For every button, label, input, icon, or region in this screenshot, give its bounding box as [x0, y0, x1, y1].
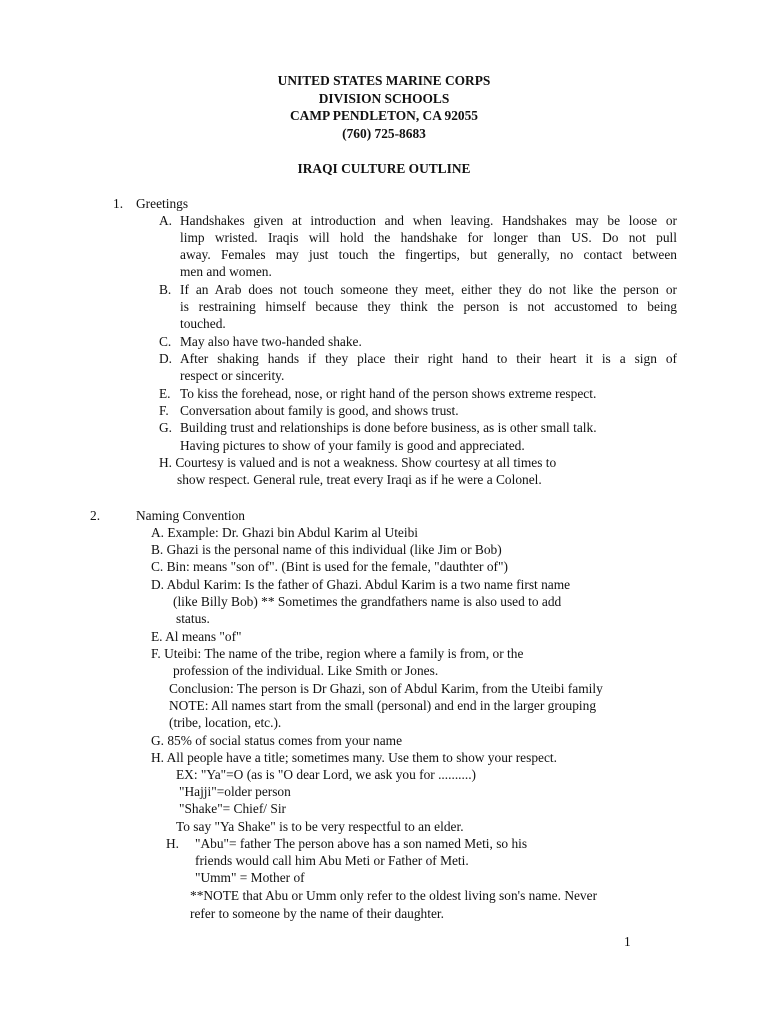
paragraph-line: After shaking hands if they place their right hand to their heart it is a sign of: [180, 351, 677, 366]
list-item: "Abu"= father The person above has a son named Meti, so his: [195, 836, 528, 851]
paragraph-line: respect or sincerity.: [180, 368, 285, 383]
item-marker: C.: [159, 334, 172, 349]
paragraph-line: touched.: [180, 316, 226, 331]
list-item: A. Example: Dr. Ghazi bin Abdul Karim al Uteibi: [151, 525, 419, 540]
list-item: G. 85% of social status comes from your name: [151, 733, 403, 748]
header-line-division: DIVISION SCHOOLS: [318, 90, 450, 106]
item-marker: H.: [166, 836, 180, 851]
header-line-location: CAMP PENDLETON, CA 92055: [290, 108, 478, 123]
paragraph-line: Having pictures to show of your family is good and appreciated.: [180, 438, 525, 453]
list-item-continuation: status.: [176, 611, 210, 626]
paragraph-line: show respect. General rule, treat every Iraqi as if he were a Colonel.: [177, 472, 542, 487]
paragraph-line: If an Arab does not touch someone they meet, either they do not like the person or: [180, 282, 677, 297]
list-item: F. Uteibi: The name of the tribe, region where a family is from, or the: [151, 646, 524, 661]
note-line: (tribe, location, etc.).: [169, 715, 282, 730]
document-title: IRAQI CULTURE OUTLINE: [297, 161, 471, 176]
item-marker: A.: [159, 213, 173, 228]
section-title: Greetings: [136, 196, 189, 211]
section-number: 2.: [90, 508, 101, 523]
letterhead: [0, 72, 768, 142]
page-number: 1: [624, 934, 631, 949]
example-line: To say "Ya Shake" is to be very respectful to an elder.: [176, 819, 464, 834]
list-item-continuation: friends would call him Abu Meti or Father of Meti.: [195, 853, 469, 868]
list-item-continuation: (like Billy Bob) ** Sometimes the grandfathers name is also used to add: [173, 594, 562, 609]
item-marker: F.: [159, 403, 169, 418]
example-line: EX: "Ya"=O (as is "O dear Lord, we ask you for ..........): [176, 767, 477, 782]
paragraph-line: Handshakes given at introduction and when leaving. Handshakes may be loose or: [180, 213, 677, 228]
list-item: D. Abdul Karim: Is the father of Ghazi. Abdul Karim is a two name first name: [151, 577, 571, 592]
item-marker: D.: [159, 351, 173, 366]
example-line: "Hajji"=older person: [179, 784, 291, 799]
section-title: Naming Convention: [136, 508, 245, 523]
note-line: NOTE: All names start from the small (personal) and end in the larger grouping: [169, 698, 597, 713]
paragraph-line: is restraining himself because they think the person is not accustomed to being: [180, 299, 677, 314]
list-item: E. Al means "of": [151, 629, 242, 644]
example-line: "Shake"= Chief/ Sir: [179, 801, 287, 816]
list-item: B. Ghazi is the personal name of this individual (like Jim or Bob): [151, 542, 502, 557]
header-line-org: UNITED STATES MARINE CORPS: [277, 73, 491, 88]
paragraph-line: men and women.: [180, 264, 272, 279]
paragraph-line: Building trust and relationships is done before business, as is other small talk.: [180, 420, 597, 435]
conclusion-line: Conclusion: The person is Dr Ghazi, son of Abdul Karim, from the Uteibi family: [169, 681, 603, 696]
item-marker: G.: [159, 420, 173, 435]
list-item-continuation: "Umm" = Mother of: [195, 870, 305, 885]
note-line: **NOTE that Abu or Umm only refer to the oldest living son's name. Never: [190, 888, 598, 903]
list-item: H. All people have a title; sometimes many. Use them to show your respect.: [151, 750, 557, 765]
header-line-phone: (760) 725-8683: [342, 125, 426, 141]
section-number: 1.: [113, 196, 124, 211]
item-marker: B.: [159, 282, 172, 297]
paragraph-line: Conversation about family is good, and shows trust.: [180, 403, 459, 418]
item-marker: E.: [159, 386, 171, 401]
list-item-continuation: profession of the individual. Like Smith or Jones.: [173, 663, 439, 678]
paragraph-line: H. Courtesy is valued and is not a weakness. Show courtesy at all times to: [159, 455, 557, 470]
note-line: refer to someone by the name of their daughter.: [190, 906, 444, 921]
paragraph-line: limp wristed. Iraqis will hold the handshake for longer than US. Do not pull: [180, 230, 677, 245]
paragraph-line: away. Females may just touch the fingertips, but generally, no contact between: [180, 247, 677, 262]
paragraph-line: May also have two-handed shake.: [180, 334, 362, 349]
list-item: C. Bin: means "son of". (Bint is used for the female, "dauthter of"): [151, 559, 508, 574]
paragraph-line: To kiss the forehead, nose, or right hand of the person shows extreme respect.: [180, 386, 597, 401]
